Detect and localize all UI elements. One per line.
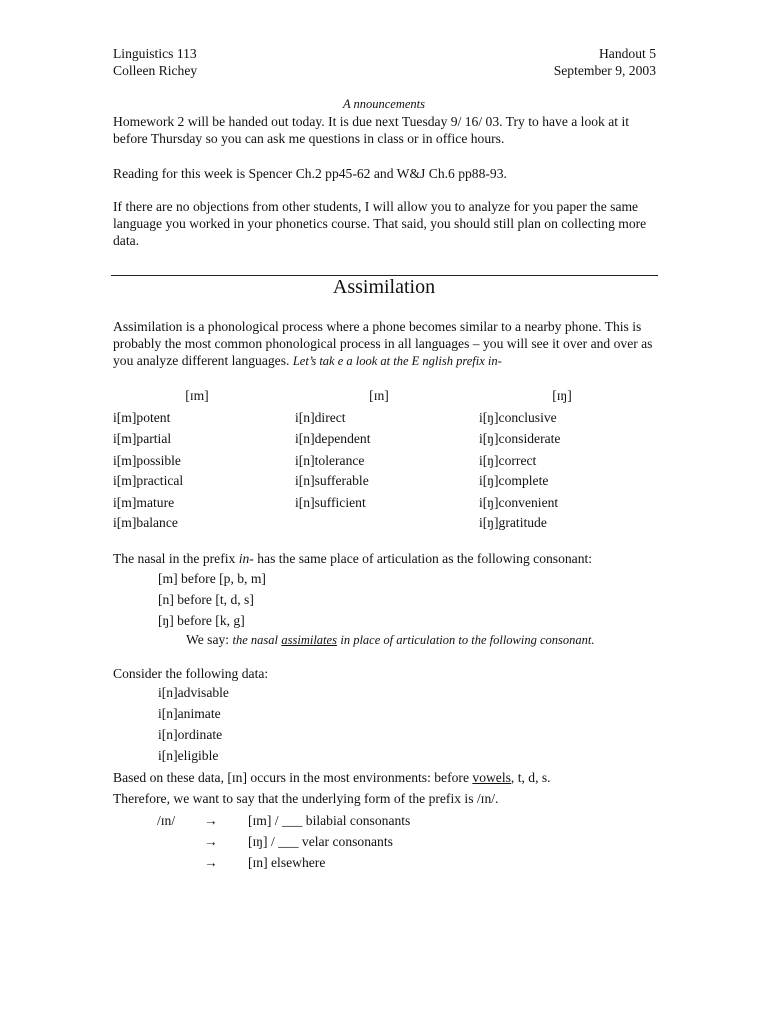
we-say-part1: the nasal — [232, 633, 278, 647]
word-item: i[n]sufficient — [295, 495, 366, 510]
word-item: i[ŋ]considerate — [479, 431, 561, 446]
word-item: i[m]partial — [113, 431, 172, 446]
nasal-rest: has the same place of articulation as the following consonant: — [257, 551, 593, 566]
word-item: i[m]practical — [113, 473, 184, 488]
word-item: i[n]dependent — [295, 431, 371, 446]
handout-number: Handout 5 — [598, 46, 656, 61]
we-say-part2: in place of articulation to the following consonant. — [340, 633, 595, 647]
consider-heading: Consider the following data: — [113, 666, 269, 681]
nasal-lead: The nasal in the prefix — [113, 551, 236, 566]
based-part1: Based on these data, [ɪn] occurs in the most environments: before — [113, 770, 469, 785]
word-item: i[ŋ]gratitude — [479, 515, 547, 530]
word-item: i[ŋ]convenient — [479, 495, 559, 510]
column-header-im: [ɪm] — [185, 388, 209, 403]
intro-text: Assimilation is a phonological process where a phone becomes similar to a nearby phone. This is probably the most common phonological process in all languages – you will see it over and over as you analyze different languages. — [113, 319, 653, 368]
column-header-in: [ɪn] — [369, 388, 389, 403]
word-item: i[n]sufferable — [295, 473, 369, 488]
vowels-term: vowels — [472, 770, 511, 785]
word-item: i[m]potent — [113, 410, 171, 425]
word-item: i[ŋ]correct — [479, 453, 537, 468]
we-say-label: We say: — [186, 632, 230, 647]
assimilates-term: assimilates — [281, 633, 337, 647]
derivation-rule: [ɪn] elsewhere — [248, 855, 326, 870]
environment-statement — [113, 769, 551, 786]
author-name: Colleen Richey — [113, 63, 198, 78]
word-item: i[ŋ]complete — [479, 473, 549, 488]
nasal-rule: [m] before [p, b, m] — [158, 571, 266, 586]
nasal-rule: [ŋ] before [k, g] — [158, 613, 245, 628]
word-item: i[m]mature — [113, 495, 175, 510]
word-item: i[m]balance — [113, 515, 178, 530]
announcement-homework: Homework 2 will be handed out today. It is due next Tuesday 9/ 16/ 03. Try to have a look at it before Thursday so you can ask me questions in class or in office hours. — [113, 114, 630, 146]
based-part2: , t, d, s. — [510, 770, 551, 785]
data-item: i[n]eligible — [158, 748, 219, 763]
underlying-form: /ɪn/ — [157, 813, 176, 828]
announcements-heading: A nnouncements — [342, 97, 426, 111]
handout-date: September 9, 2003 — [553, 63, 656, 78]
arrow-icon: → — [204, 855, 218, 870]
nasal-statement — [113, 550, 592, 567]
word-item: i[n]direct — [295, 410, 346, 425]
we-say-line — [186, 631, 595, 649]
assimilation-intro — [113, 318, 658, 370]
arrow-icon: → — [204, 834, 218, 849]
intro-italic: Let’s tak e a look at the E nglish prefix in- — [292, 354, 502, 368]
announcement-paper: If there are no objections from other students, I will allow you to analyze for you paper the same language you worked in your phonetics course. That said, you should still plan on collecting more data. — [113, 199, 647, 248]
course-title: Linguistics 113 — [113, 46, 197, 61]
underlying-form-statement: Therefore, we want to say that the underlying form of the prefix is /ɪn/. — [113, 791, 499, 806]
section-title: Assimilation — [332, 276, 436, 298]
word-item: i[m]possible — [113, 453, 181, 468]
word-item: i[ŋ]conclusive — [479, 410, 557, 425]
column-header-ing: [ɪŋ] — [552, 388, 572, 403]
data-item: i[n]ordinate — [158, 727, 223, 742]
word-item: i[n]tolerance — [295, 453, 365, 468]
nasal-rule: [n] before [t, d, s] — [158, 592, 254, 607]
arrow-icon: → — [204, 813, 218, 828]
announcement-reading: Reading for this week is Spencer Ch.2 pp45-62 and W&J Ch.6 pp88-93. — [113, 166, 507, 181]
derivation-rule: [ɪm] / ___ bilabial consonants — [248, 813, 411, 828]
data-item: i[n]advisable — [158, 685, 229, 700]
prefix-in: in- — [238, 551, 254, 566]
derivation-rule: [ɪŋ] / ___ velar consonants — [248, 834, 393, 849]
data-item: i[n]animate — [158, 706, 221, 721]
